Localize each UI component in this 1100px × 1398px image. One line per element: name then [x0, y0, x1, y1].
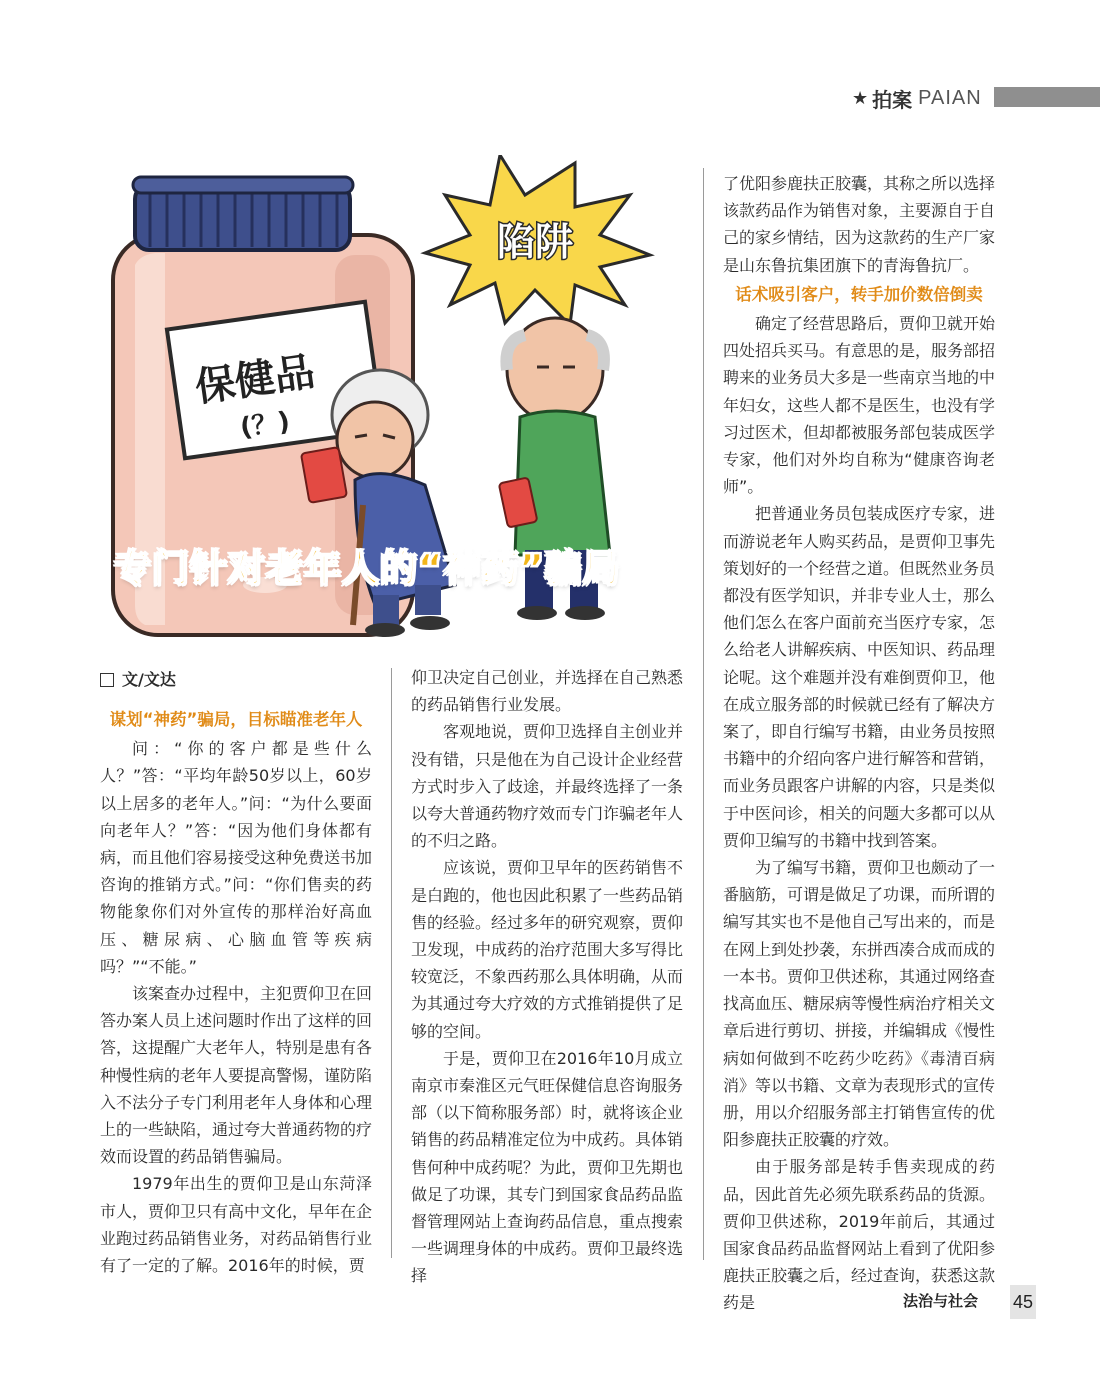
- paragraph: 确定了经营思路后，贾仰卫就开始四处招兵买马。有意思的是，服务部招聘来的业务员大多是一些南京当地的中年妇女，这些人都不是医生，也没有学习过医术，但却都被服务部包装成医学专家，他们对外均自称为“健康咨询老师”。: [723, 314, 996, 497]
- paragraph: 该案查办过程中，主犯贾仰卫在回答办案人员上述问题时作出了这样的回答，这提醒广大老年人，特别是患有各种慢性病的老年人要提高警惕，谨防陷入不法分子专门利用老年人身体和心理上的一些缺陷，通过夸大普通药物的疗效而设置的药品销售骗局。: [100, 984, 373, 1167]
- column-divider: [703, 168, 704, 1260]
- star-icon: ★: [852, 87, 869, 109]
- subhead-1: 谋划“神药”骗局，目标瞄准老年人: [109, 710, 363, 729]
- paragraph: 把普通业务员包装成医疗专家，进而游说老年人购买药品，是贾仰卫事先策划好的一个经营之道。但既然业务员都没有医学知识，并非专业人士，那么他们怎么在客户面前充当医疗专家，怎么给老人讲解疾病、中医知识、药品理论呢。这个难题并没有难倒贾仰卫，他在成立服务部的时候就已经有了解决方案了，即自行编写书籍，由业务员按照书籍中的介绍向客户进行解答和营销，而业务员跟客户讲解的内容，只是类似于中医问诊，相关的问题大多都可以从贾仰卫编写的书籍中找到答案。: [723, 504, 996, 850]
- article-column-2: [411, 664, 683, 1290]
- paragraph: 1979年出生的贾仰卫是山东菏泽市人，贾仰卫只有高中文化，早年在企业跑过药品销售业务，对药品销售行业有了一定的了解。2016年的时候，贾: [100, 1174, 373, 1276]
- byline: [100, 668, 372, 692]
- headline: 专门针对老年人的“神药”骗局: [114, 547, 621, 590]
- bottle-label-sub: (？): [238, 406, 292, 444]
- section-title-cn: 拍案: [872, 87, 913, 112]
- paragraph: 了优阳参鹿扶正胶囊，其称之所以选择该款药品作为销售对象，主要源自于自己的家乡情结，因为这款药的生产厂家是山东鲁抗集团旗下的青海鲁抗厂。: [723, 174, 996, 275]
- bottle-label-text: 保健品: [192, 348, 318, 412]
- paragraph: 问：“你的客户都是些什么人？”答：“平均年龄50岁以上，60岁以上居多的老年人。”问：“为什么要面向老年人？”答：“因为他们身体都有病，而且他们容易接受这种免费送书加咨询的推销方式。”问：“你们售卖的药物能象你们对外宣传的那样治好高血压、糖尿病、心脑血管等疾病吗？”“不能。”: [100, 739, 373, 976]
- column-divider: [391, 668, 392, 1258]
- article-column-1: [100, 668, 372, 1279]
- page-number: 45: [1010, 1285, 1036, 1319]
- byline-text: 文/文达: [122, 670, 176, 690]
- paragraph: 由于服务部是转手售卖现成的药品，因此首先必须先联系药品的货源。贾仰卫供述称，2019年前后，其通过国家食品药品监督网站上看到了优阳参鹿扶正胶囊之后，经过查询，获悉这款药是: [723, 1157, 996, 1313]
- magazine-name: 法治与社会: [903, 1292, 979, 1310]
- paragraph: 为了编写书籍，贾仰卫也颇动了一番脑筋，可谓是做足了功课，而所谓的编写其实也不是他自己写出来的，而是在网上到处抄袭，东拼西凑合成而成的一本书。贾仰卫供述称，其通过网络查找高血压、糖尿病等慢性病治疗相关文章后进行剪切、拼接，并编辑成《慢性病如何做到不吃药少吃药》《毒清百病消》等以书籍、文章为表现形式的宣传册，用以介绍服务部主打销售宣传的优阳参鹿扶正胶囊的疗效。: [723, 858, 996, 1150]
- burst-text: 陷阱: [496, 220, 574, 264]
- section-title-en: PAIAN: [918, 86, 982, 109]
- section-bar: [994, 87, 1100, 107]
- paragraph: 于是，贾仰卫在2016年10月成立南京市秦淮区元气旺保健信息咨询服务部（以下简称服务部）时，就将该企业销售的药品精准定位为中成药。具体销售何种中成药呢？为此，贾仰卫先期也做足了功课，其专门到国家食品药品监督管理网站上查询药品信息，重点搜索一些调理身体的中成药。贾仰卫最终选择: [411, 1048, 684, 1286]
- subhead-2: 话术吸引客户，转手加价数倍倒卖: [735, 284, 983, 304]
- square-icon: [100, 673, 114, 687]
- paragraph: 应该说，贾仰卫早年的医药销售不是白跑的，他也因此积累了一些药品销售的经验。经过多年的研究观察，贾仰卫发现，中成药的治疗范围大多写得比较宽泛，不象西药那么具体明确，从而为其通过夸大疗效的方式推销提供了足够的空间。: [411, 858, 684, 1041]
- paragraph: 客观地说，贾仰卫选择自主创业并没有错，只是他在为自己设计企业经营方式时步入了歧途，并最终选择了一条以夸大普通药物疗效而专门诈骗老年人的不归之路。: [411, 722, 684, 851]
- paragraph: 仰卫决定自己创业，并选择在自己熟悉的药品销售行业发展。: [411, 668, 684, 715]
- section-header: [852, 86, 982, 110]
- article-column-3: [723, 170, 995, 1317]
